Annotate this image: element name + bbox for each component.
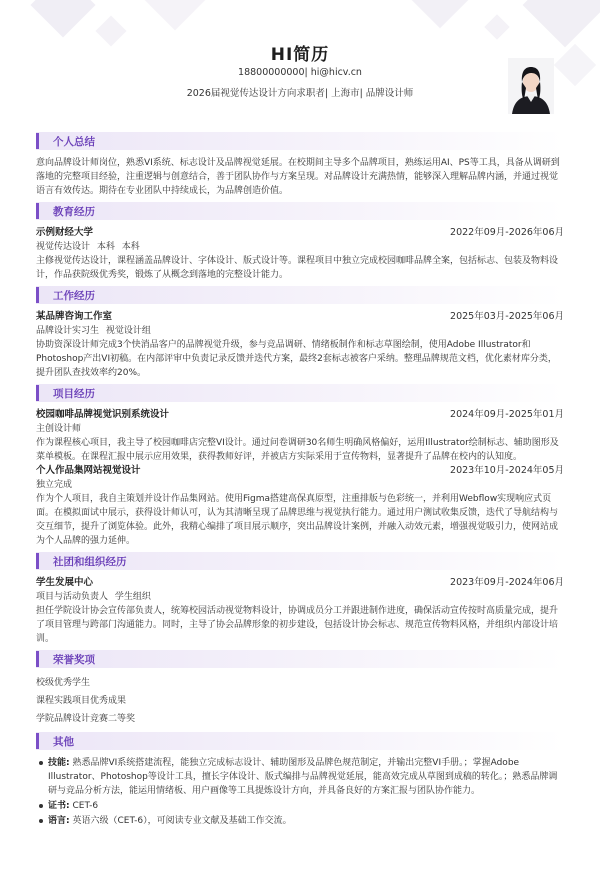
award-item: 课程实践项目优秀成果: [36, 696, 127, 706]
job-intent-line: 2026届视觉传达设计方向求职者| 上海市| 品牌设计师: [186, 88, 414, 99]
project-entry-header: [36, 408, 564, 422]
section-summary: [36, 132, 564, 198]
section-title: 工作经历: [53, 290, 95, 302]
organization-name: 学生发展中心: [36, 577, 94, 588]
section-awards: [36, 650, 564, 728]
education-meta: [36, 240, 564, 254]
club-date: 2023年09月-2024年06月: [450, 577, 564, 588]
award-item: 校级优秀学生: [36, 678, 91, 688]
section-header: [36, 732, 564, 750]
club-department: 学生组织: [114, 592, 151, 602]
language-text: 英语六级（CET-6），可阅读专业文献及基础工作交流。: [69, 816, 292, 826]
club-meta: [36, 590, 564, 604]
section-title: 荣誉奖项: [53, 654, 95, 666]
project-description: 作为课程核心项目，我主导了校园咖啡店完整VI设计。通过问卷调研30名师生明确风格偏好，运用Illustrator绘制标志、辅助图形及菜单模板。在课程汇报中展示应用效果，获得教师好评，并被店方实际采用于宣传物料，显著提升了品牌在校内的认知度。: [36, 438, 559, 462]
school-name: 示例财经大学: [36, 227, 94, 238]
section-work: [36, 286, 564, 380]
resume-name: HI简历: [270, 45, 330, 65]
project-role: 独立完成: [36, 480, 73, 490]
language-item: [36, 814, 564, 828]
project-date: 2024年09月-2025年01月: [450, 409, 564, 420]
section-other: [36, 732, 564, 828]
major: 视觉传达设计: [36, 242, 91, 252]
section-clubs: [36, 552, 564, 646]
work-date: 2025年03月-2025年06月: [450, 311, 564, 322]
summary-text: 意向品牌设计师岗位，熟悉VI系统、标志设计及品牌视觉延展。在校期间主导多个品牌项目，熟练运用AI、PS等工具，具备从调研到落地的完整项目经验，注重逻辑与创意结合，善于团队协作与方案呈现。对品牌设计充满热情，能够深入理解品牌内涵，并通过视觉语言有效传达。期待在专业团队中持续成长，为品牌创造价值。: [36, 158, 560, 196]
section-header: [36, 132, 564, 150]
education-date: 2022年09月-2026年06月: [450, 227, 564, 238]
work-description: 协助资深设计师完成3个快消品客户的品牌视觉升级，参与竞品调研、情绪板制作和标志草图绘制，使用Adobe Illustrator和Photoshop产出VI初稿。在内部评审中负责记录反馈并迭代方案，最终2套标志被客户采纳。整理品牌规范文档，优化素材库分类，提升团队查找效率约20%。: [36, 340, 557, 378]
section-header: [36, 552, 564, 570]
club-role: 项目与活动负责人: [36, 592, 109, 602]
skills-text: 熟悉品牌VI系统搭建流程，能独立完成标志设计、辅助图形及品牌色规范制定，并输出完整VI手册。；掌握Adobe Illustrator、Photoshop等设计工具，擅长字体设计、版式编排与品牌视觉延展，能高效完成从草图到成稿的转化。；熟悉品牌调研与竞品分析方法，能运用情绪板、用户画像等工具提炼设计方向，并具备良好的方案汇报与团队协作能力。: [48, 758, 558, 796]
section-header: [36, 286, 564, 304]
language-label: 语言:: [48, 816, 70, 826]
skills-item: [36, 756, 564, 798]
award-item: 学院品牌设计竞赛二等奖: [36, 714, 136, 724]
email-address: hi@hicv.cn: [310, 67, 362, 78]
project-entry-header: [36, 464, 564, 478]
phone-number: 18800000000: [238, 67, 305, 78]
profile-photo: [508, 58, 554, 114]
work-entry-header: [36, 310, 564, 324]
club-entry-header: [36, 576, 564, 590]
section-header: [36, 650, 564, 668]
job-role: 品牌设计实习生: [36, 326, 100, 336]
project-description: 作为个人项目，我自主策划并设计作品集网站。使用Figma搭建高保真原型，注重排版与色彩统一，并利用Webflow实现响应式页面。在模拟面试中展示，获得设计师认可，认为其清晰呈现了品牌思维与视觉执行能力。通过用户测试收集反馈，迭代了导航结构与交互细节，提升了浏览体验。此外，我精心编排了项目展示顺序，突出品牌设计案例，并融入动效元素，增强视觉吸引力，使网站成为个人品牌的强力延伸。: [36, 494, 559, 546]
contact-line: 18800000000| hi@hicv.cn: [238, 67, 362, 78]
project-name: 校园咖啡品牌视觉识别系统设计: [36, 409, 170, 420]
company-name: 某品牌咨询工作室: [36, 311, 113, 322]
education-description: 主修视觉传达设计，课程涵盖品牌设计、字体设计、版式设计等。课程项目中独立完成校园咖啡品牌全案，包括标志、包装及物料设计，作品获院级优秀奖，锻炼了从概念到落地的完整设计能力。: [36, 256, 559, 280]
section-title: 其他: [53, 736, 74, 748]
certificate-text: CET-6: [69, 801, 99, 811]
job-department: 视觉设计组: [105, 326, 151, 336]
education-entry-header: [36, 226, 564, 240]
project-name: 个人作品集网站视觉设计: [36, 465, 141, 476]
section-header: [36, 202, 564, 220]
section-education: [36, 202, 564, 282]
work-meta: [36, 324, 564, 338]
section-title: 社团和组织经历: [53, 556, 127, 568]
skills-label: 技能:: [48, 758, 70, 768]
resume-body: [36, 128, 564, 829]
project-role: 主创设计师: [36, 424, 82, 434]
club-description: 担任学院设计协会宣传部负责人，统筹校园活动视觉物料设计，协调成员分工并跟进制作进度，确保活动宣传按时高质量完成，提升了项目管理与跨部门沟通能力。同时，主导了协会品牌形象的初步建设，包括设计协会标志、规范宣传物料风格，并组织内部设计培训。: [36, 606, 559, 644]
certificate-label: 证书:: [48, 801, 70, 811]
section-title: 个人总结: [53, 136, 95, 148]
project-date: 2023年10月-2024年05月: [450, 465, 564, 476]
degree-repeat: 本科: [121, 242, 140, 252]
section-header: [36, 384, 564, 402]
certificate-item: [36, 799, 564, 813]
section-title: 项目经历: [53, 388, 95, 400]
resume-header: [0, 0, 600, 130]
section-projects: [36, 384, 564, 548]
degree: 本科: [96, 242, 115, 252]
other-list: [36, 756, 564, 828]
section-title: 教育经历: [53, 206, 95, 218]
